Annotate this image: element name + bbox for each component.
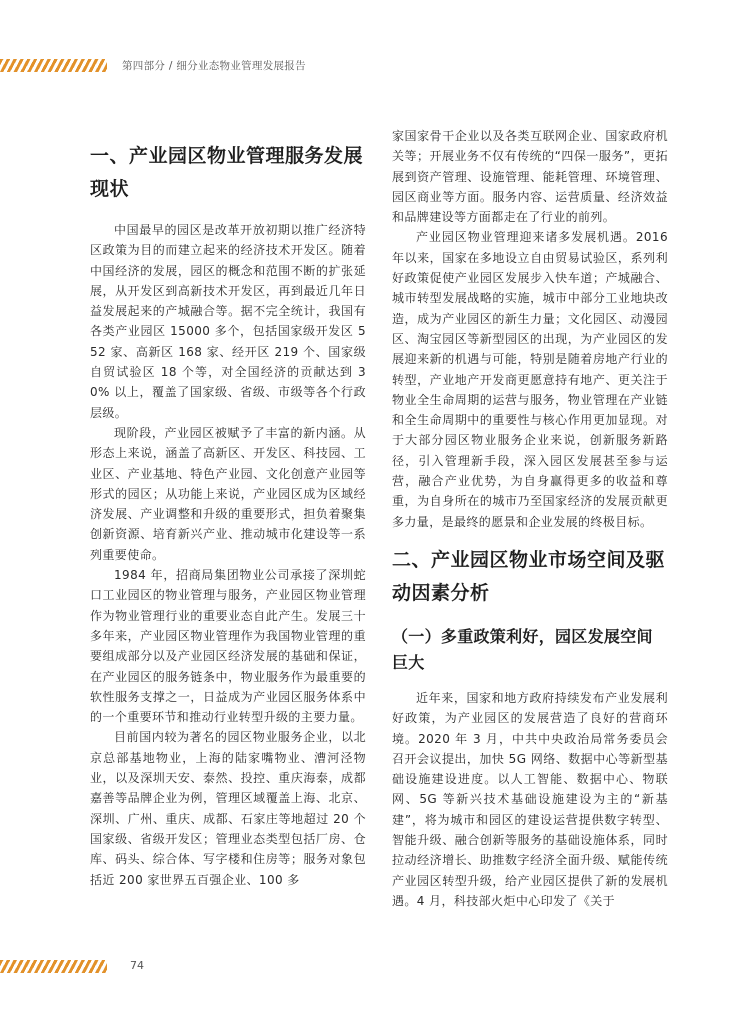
- section2-subsection1-paragraph: 近年来，国家和地方政府持续发布产业发展利好政策，为产业园区的发展营造了良好的营商环境。2020 年 3 月，中共中央政治局常务委员会召开会议提出，加快 5G 网络、数据中心等新型基础设施建设进度。以人工智能、数据中心、物联网、5G 等新兴技术基础设施建设为主的“新基建”，将为城市和园区的建设运营提供数字转型、智能升级、融合创新等服务的基础设施体系，同时拉动经济增长、助推数字经济全面升级、赋能传统产业园区转型升级，给产业园区提供了新的发展机遇。4 月，科技部火炬中心印发了《关于: [392, 690, 668, 908]
- section1-paragraph-4-continued: 家国家骨干企业以及各类互联网企业、国家政府机关等；开展业务不仅有传统的“四保一服务”，更拓展到资产管理、设施管理、能耗管理、环境管理、园区商业等方面。服务内容、运营质量、经济效益和品牌建设等方面都走在了行业的前列。: [392, 129, 668, 225]
- section2-title: 二、产业园区物业市场空间及驱动因素分析: [392, 548, 666, 604]
- section1-paragraph-3: 1984 年，招商局集团物业公司承接了深圳蛇口工业园区的物业管理与服务，产业园区物业管理作为物业管理行业的重要业态自此产生。发展三十多年来，产业园区物业管理作为我国物业管理的重要组成部分以及产业园区经济发展的基础和保证，在产业园区的服务链条中，物业服务作为最重要的软性服务支撑之一，日益成为产业园区服务体系中的一个重要环节和推动行业转型升级的主要力量。: [90, 568, 366, 725]
- page-number: 74: [130, 959, 144, 972]
- left-column: [90, 140, 366, 890]
- section1-paragraph-2: 现阶段，产业园区被赋予了丰富的新内涵。从形态上来说，涵盖了高新区、开发区、科技园、工业区、产业基地、特色产业园、文化创意产业园等形式的园区；从功能上来说，产业园区成为区域经济发展、产业调整和升级的重要形式，担负着聚集创新资源、培育新兴产业、推动城市化建设等一系列重要使命。: [90, 425, 366, 562]
- section2-subsection1-title: （一）多重政策利好，园区发展空间巨大: [392, 626, 653, 672]
- section1-title: 一、产业园区物业管理服务发展现状: [90, 145, 364, 200]
- header-stripe-decoration: [0, 59, 107, 72]
- section1-paragraph-4: 目前国内较为著名的园区物业服务企业，以北京总部基地物业，上海的陆家嘴物业、漕河泾物业，以及深圳天安、泰然、投控、重庆海泰，成都嘉善等品牌企业为例，管理区域覆盖上海、北京、深圳、广州、重庆、成都、石家庄等地超过 20 个国家级、省级开发区；管理业态类型包括厂房、仓库、码头、综合体、写字楼和住房等；服务对象包括近 200 家世界五百强企业、100 多: [90, 730, 366, 887]
- right-column: [392, 126, 668, 911]
- section-header-label: 第四部分 / 细分业态物业管理发展报告: [122, 60, 306, 72]
- footer-stripe-decoration: [0, 960, 107, 973]
- section1-paragraph-1: 中国最早的园区是改革开放初期以推广经济特区政策为目的而建立起来的经济技术开发区。随着中国经济的发展，园区的概念和范围不断的扩张延展，从开发区到高新技术开发区，再到最近几年日益发展起来的产城融合等。据不完全统计，我国有各类产业园区 15000 多个，包括国家级开发区 552 家、高新区 168 家、经开区 219 个、国家级自贸试验区 18 个等，对全国经济的贡献达到 30% 以上，覆盖了国家级、省级、市级等各个行政层级。: [90, 223, 366, 420]
- section1-paragraph-5: 产业园区物业管理迎来诸多发展机遇。2016 年以来，国家在多地设立自由贸易试验区，系列利好政策促使产业园区发展步入快车道；产城融合、城市转型发展战略的实施，城市中部分工业地块改造，成为产业园区的新生力量；文化园区、动漫园区、淘宝园区等新型园区的出现，为产业园区的发展迎来新的机遇与可能，特别是随着房地产行业的转型，产业地产开发商更愿意持有地产、更关注于物业全生命周期的运营与服务，物业管理在产业链和全生命周期中的重要性与核心作用更加显现。对于大部分园区物业服务企业来说，创新服务新路径，引入管理新手段，深入园区发展甚至参与运营，融合产业优势，为自身赢得更多的收益和尊重，为自身所在的城市乃至国家经济的发展贡献更多力量，是最终的愿景和企业发展的终极目标。: [392, 230, 668, 529]
